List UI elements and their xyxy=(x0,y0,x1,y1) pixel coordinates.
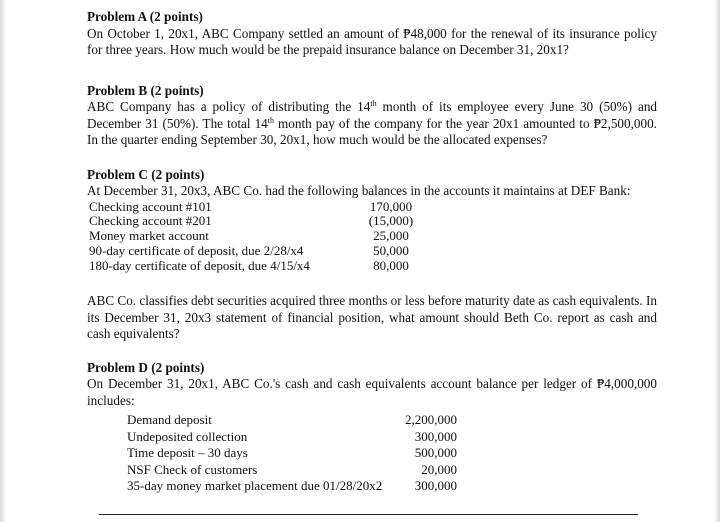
problem-b-text-part-1: ABC Company has a policy of distributing the 14 xyxy=(87,99,371,114)
problem-d-intro: On December 31, 20x1, ABC Co.'s cash and cash equivalents account balance per ledger of ₱4,000,000 includes: xyxy=(87,376,657,408)
problem-d-items-table xyxy=(127,412,457,494)
row-value: 2,200,000 xyxy=(405,412,457,428)
problem-c-balances-table xyxy=(89,200,417,274)
row-label: Time deposit – 30 days xyxy=(127,445,248,461)
row-value: 300,000 xyxy=(414,478,457,494)
problem-b-text-part-2: month of its employee every June 30 (50%) and December 31 (50%). The total 14 xyxy=(87,99,658,131)
table-row xyxy=(127,478,457,494)
problem-a-title: Problem A (2 points) xyxy=(87,9,203,24)
row-value: (15,000) xyxy=(368,213,414,229)
table-row xyxy=(89,259,417,274)
problem-b xyxy=(87,83,657,149)
row-label: 90-day certificate of deposit, due 2/28/x4 xyxy=(89,242,304,258)
problem-b-title: Problem B (2 points) xyxy=(87,82,204,98)
table-row xyxy=(127,412,457,428)
row-label: Checking account #101 xyxy=(89,198,212,214)
problem-b-superscript-1: th xyxy=(370,99,377,108)
problem-a-text: On October 1, 20x1, ABC Company settled an amount of ₱48,000 for the renewal of its insurance policy for three years. How much would be the prepaid insurance balance on December 31, 20x1? xyxy=(87,25,657,57)
row-value: 500,000 xyxy=(414,445,457,461)
table-row xyxy=(127,429,457,445)
problem-d xyxy=(87,360,657,495)
bottom-divider xyxy=(99,514,638,515)
table-row xyxy=(89,200,417,215)
row-label: 35-day money market placement due 01/28/20x2 xyxy=(127,478,383,494)
row-label: Checking account #201 xyxy=(89,213,212,229)
table-row xyxy=(89,244,417,259)
problem-b-text xyxy=(87,99,657,149)
row-value: 50,000 xyxy=(373,242,409,258)
table-row xyxy=(89,214,417,229)
problem-b-superscript-2: th xyxy=(267,115,274,125)
problem-a xyxy=(87,9,657,59)
problem-c xyxy=(87,167,657,343)
row-label: 180-day certificate of deposit, due 4/15/x4 xyxy=(89,257,310,273)
document-content xyxy=(87,9,657,495)
table-row xyxy=(127,445,457,461)
row-label: NSF Check of customers xyxy=(127,461,258,477)
row-value: 25,000 xyxy=(373,228,409,244)
row-value: 80,000 xyxy=(373,257,409,273)
problem-c-question: ABC Co. classifies debt securities acquired three months or less before maturity date as cash equivalents. In its December 31, 20x3 statement of financial position, what amount should Beth Co. report as cash and cash equivalents? xyxy=(87,293,657,342)
problem-c-intro: At December 31, 20x3, ABC Co. had the following balances in the accounts it maintains at DEF Bank: xyxy=(87,183,631,198)
problem-d-title: Problem D (2 points) xyxy=(87,359,205,375)
table-row xyxy=(89,229,417,244)
problem-b-text-part-3: month pay of the company for the year 20x1 amounted to ₱2,500,000. In the quarter ending September 30, 20x1, how much would be the allocated expenses? xyxy=(87,115,657,147)
row-label: Money market account xyxy=(89,228,209,244)
table-row xyxy=(127,462,457,478)
row-label: Demand deposit xyxy=(127,412,212,428)
row-value: 170,000 xyxy=(369,198,413,214)
problem-c-title: Problem C (2 points) xyxy=(87,166,205,182)
row-label: Undeposited collection xyxy=(127,428,248,444)
row-value: 20,000 xyxy=(421,461,457,477)
row-value: 300,000 xyxy=(414,428,457,444)
